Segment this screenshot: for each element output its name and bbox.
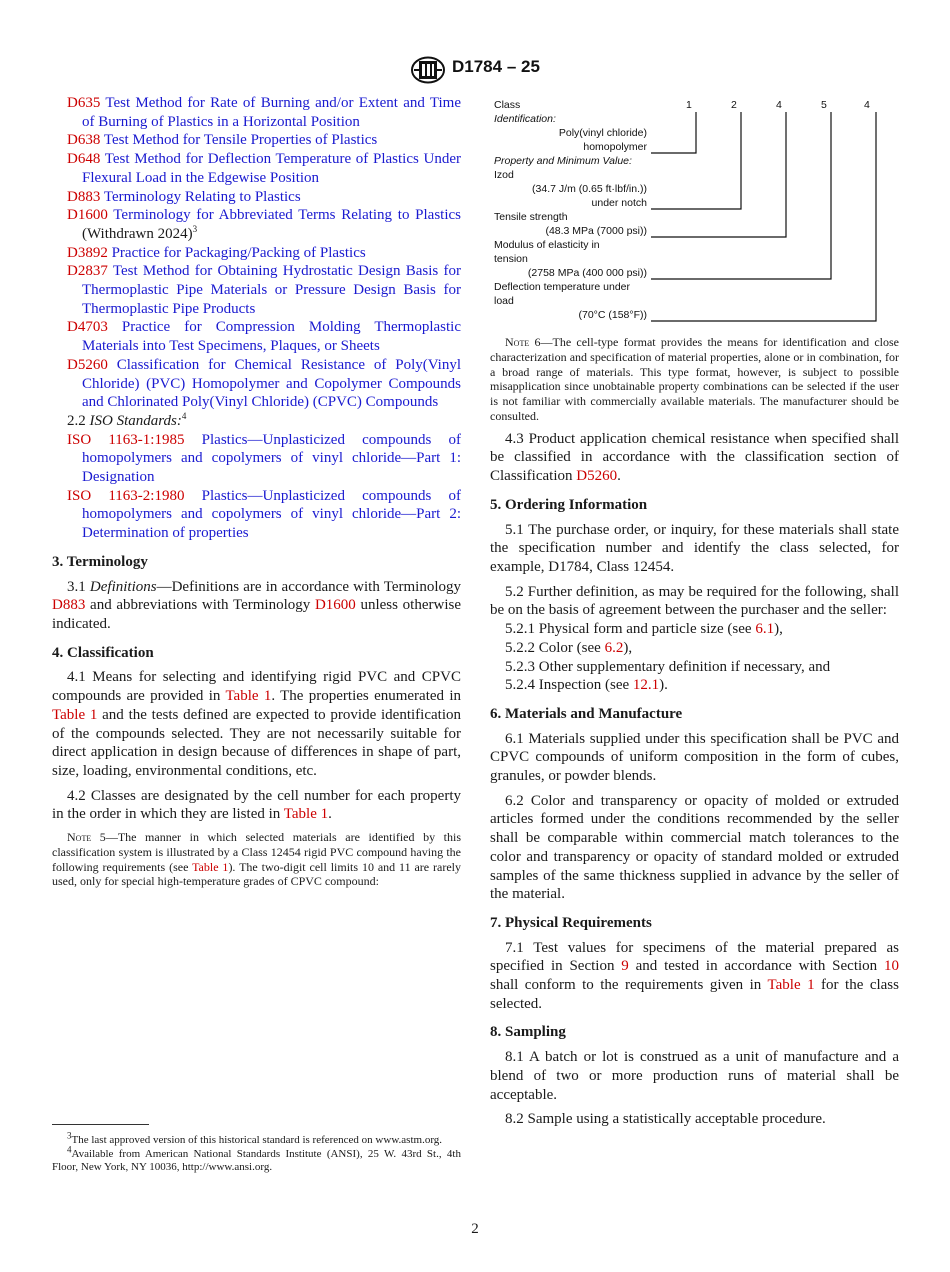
paragraph-8-2: 8.2 Sample using a statistically acceptable procedure. — [505, 1111, 826, 1128]
footnotes — [52, 1130, 461, 1175]
izod-label: Izod — [494, 169, 514, 181]
footnote-rule — [52, 1124, 149, 1125]
reference-code-link[interactable]: D638 — [67, 132, 101, 149]
reference-code-link[interactable]: D1600 — [67, 207, 108, 224]
class-digit: 1 — [686, 99, 692, 111]
footnote: $^3$The last approved version of this historical standard is referenced on www.astm.org. — [67, 1130, 443, 1146]
ordering-item: 5.2.4 Inspection (see 12.1). — [505, 677, 668, 694]
reference-item — [52, 487, 461, 543]
section-8-heading: 8. Sampling — [490, 1024, 566, 1041]
page-number: 2 — [471, 1221, 479, 1237]
reference-code-link[interactable]: ISO 1163-2:1980 — [67, 487, 185, 504]
reference-item — [52, 94, 461, 131]
reference-code-link[interactable]: D648 — [67, 151, 101, 168]
reference-item — [52, 262, 461, 318]
tensile-label: Tensile strength — [494, 211, 568, 223]
class-digit: 4 — [864, 99, 870, 111]
paragraph-4-1: 4.1 Means for selecting and identifying rigid PVC and CPVC compounds are provided in Table 1. The properties enumerated in Table 1 and the tests defined are expected to provide identification of the compounds selected. They are not necessarily suitable for direct application in design because of differences in shape of part, size, loading, environmental conditions, etc. — [52, 669, 462, 779]
iso-reference-list — [52, 431, 461, 543]
iso-heading: 2.2 ISO Standards:$^4$ — [67, 410, 187, 429]
reference-title-link[interactable]: Terminology for Abbreviated Terms Relating to Plastics — [113, 207, 461, 224]
page-header — [0, 56, 950, 84]
ordering-item: 5.2.3 Other supplementary definition if necessary, and — [505, 658, 831, 675]
document-id: D1784 – 25 — [452, 57, 540, 76]
link-table-1[interactable]: Table 1 — [283, 806, 329, 823]
reference-list — [52, 94, 461, 412]
paragraph-5-1: 5.1 The purchase order, or inquiry, for these materials shall state the specification number and identify the class selected, for example, D1784, Class 12454. — [490, 521, 899, 575]
ordering-item: 5.2.2 Color (see 6.2), — [505, 639, 633, 656]
link-d1600[interactable]: D1600 — [314, 597, 356, 614]
footnote-marker[interactable]: 3 — [192, 223, 198, 234]
class-label: Class — [494, 99, 521, 111]
reference-title-link[interactable]: Plastics—Unplasticized compounds of homopolymers and copolymers of vinyl chloride—Part 2: Determination of properties — [82, 487, 461, 542]
reference-item — [52, 318, 461, 355]
section-7-heading: 7. Physical Requirements — [490, 914, 652, 931]
section-3-heading: 3. Terminology — [52, 553, 148, 570]
reference-item — [52, 150, 461, 187]
section-link[interactable]: 6.2 — [604, 639, 624, 656]
section-6-heading: 6. Materials and Manufacture — [490, 705, 683, 722]
paragraph-6-2: 6.2 Color and transparency or opacity of molded or extruded articles formed under the conditions recommended by the seller shall be comparable within commercial match tolerances to the color and transparency or opacity of standard molded or extruded samples of the same thickness supplied in advance by the seller of the material. — [490, 792, 899, 903]
reference-title-link[interactable]: Test Method for Deflection Temperature of Plastics Under Flexural Load in the Edgewise Position — [82, 151, 461, 186]
reference-code-link[interactable]: D4703 — [67, 319, 108, 336]
reference-suffix: (Withdrawn 2024) — [82, 225, 193, 242]
reference-code-link[interactable]: D2837 — [67, 263, 108, 280]
paragraph-8-1: 8.1 A batch or lot is construed as a unit of manufacture and a blend of two or more production runs of material shall be acceptable. — [490, 1049, 899, 1103]
link-section-10[interactable]: 10 — [883, 958, 899, 975]
reference-item — [52, 356, 461, 412]
link-section-9[interactable]: 9 — [621, 958, 629, 975]
link-table-1[interactable]: Table 1 — [192, 859, 229, 874]
deflection-label: Deflection temperature under — [494, 281, 630, 293]
deflection-value: (70°C (158°F)) — [578, 309, 647, 321]
paragraph-4-3: 4.3 Product application chemical resistance when specified shall be classified in accordance with the classification section of Classification D5260. — [490, 430, 899, 485]
cell-designation-diagram — [490, 94, 899, 329]
izod-value: under notch — [591, 197, 647, 209]
reference-code-link[interactable]: D635 — [67, 95, 101, 111]
identification-label: Identification: — [494, 113, 556, 125]
deflection-label: load — [494, 295, 514, 307]
reference-item — [52, 206, 461, 243]
reference-title-link[interactable]: Classification for Chemical Resistance of Poly(Vinyl Chloride) (PVC) Homopolymer and Copolymer Compounds and Chlorinated Poly(Vinyl Chloride) (CPVC) Compounds — [82, 356, 462, 411]
reference-title-link[interactable]: Plastics—Unplasticized compounds of homopolymers and copolymers of vinyl chloride—Part 1: Designation — [82, 431, 461, 486]
reference-item — [52, 244, 461, 263]
link-table-1[interactable]: Table 1 — [52, 706, 98, 723]
link-table-1[interactable]: Table 1 — [767, 977, 815, 994]
reference-item — [52, 131, 461, 150]
tensile-value: (48.3 MPa (7000 psi)) — [545, 225, 647, 237]
paragraph-4-2: 4.2 Classes are designated by the cell number for each property in the order in which they are listed in Table 1. — [52, 787, 461, 823]
reference-title-link[interactable]: Practice for Packaging/Packing of Plastics — [111, 244, 366, 261]
note-6: Note 6—The cell-type format provides the means for identification and close characterization and specification of material properties, alone or in combination, for a broad range of materials. This type format, however, is subject to possible misapplication since unobtainable property combinations can be selected if the user is not familiar with commercially available materials. The manufacturer should be consulted. — [490, 335, 900, 423]
link-d5260[interactable]: D5260 — [576, 468, 618, 485]
left-column — [52, 94, 461, 889]
reference-code-link[interactable]: D883 — [67, 188, 101, 205]
ordering-item: 5.2.1 Physical form and particle size (see 6.1), — [505, 621, 783, 638]
section-4-heading: 4. Classification — [52, 644, 154, 661]
link-table-1[interactable]: Table 1 — [225, 688, 272, 705]
note-5: Note 5—The manner in which selected materials are identified by this classification system is illustrated by a Class 12454 rigid PVC compound having the following requirements (see Table 1). The two-digit cell limits 10 and 11 are rarely used, only for special high-temperature grades of CPVC compound: — [52, 830, 461, 889]
reference-title-link[interactable]: Test Method for Obtaining Hydrostatic Design Basis for Thermoplastic Pipe Materials or Pressure Design Basis for Thermoplastic Pipe Products — [82, 263, 461, 317]
paragraph-3-1: 3.1 Definitions—Definitions are in accordance with Terminology D883 and abbreviations with Terminology D1600 unless otherwise indicated. — [52, 578, 461, 632]
paragraph-5-2: 5.2 Further definition, as may be required for the following, shall be on the basis of agreement between the purchaser and the seller: — [490, 583, 899, 619]
reference-item — [52, 431, 461, 487]
ordering-items — [490, 620, 899, 695]
reference-title-link[interactable]: Terminology Relating to Plastics — [103, 188, 301, 205]
modulus-label: tension — [494, 253, 528, 265]
pvc-label: Poly(vinyl chloride) — [558, 127, 647, 139]
paragraph-6-1: 6.1 Materials supplied under this specification shall be PVC and CPVC compounds of uniform composition in the form of cubes, granules, or powder blends. — [490, 730, 899, 785]
footnote: $^4$Available from American National Standards Institute (ANSI), 25 W. 43rd St., 4th Floor, New York, NY 10036, http://www.ansi.org. — [52, 1143, 461, 1174]
reference-code-link[interactable]: D3892 — [67, 244, 108, 261]
class-digit: 4 — [776, 99, 782, 111]
reference-item — [52, 188, 461, 207]
property-label: Property and Minimum Value: — [494, 155, 632, 167]
class-digit: 5 — [821, 99, 827, 111]
link-d883[interactable]: D883 — [52, 597, 86, 614]
izod-value: (34.7 J/m (0.65 ft·lbf/in.)) — [532, 183, 647, 195]
reference-title-link[interactable]: Practice for Compression Molding Thermoplastic Materials into Test Specimens, Plaques, or Sheets — [82, 319, 461, 355]
pvc-label: homopolymer — [583, 141, 647, 153]
section-link[interactable]: 6.1 — [755, 621, 775, 638]
class-digit: 2 — [731, 99, 737, 111]
reference-title-link[interactable]: Test Method for Rate of Burning and/or Extent and Time of Burning of Plastics in a Horizontal Position — [82, 95, 461, 130]
right-column — [490, 94, 899, 1129]
paragraph-7-1: 7.1 Test values for specimens of the material prepared as specified in Section 9 and tested in accordance with Section 10 shall conform to the requirements given in Table 1 for the class selected. — [490, 939, 899, 1012]
reference-code-link[interactable]: ISO 1163-1:1985 — [67, 431, 185, 448]
section-5-heading: 5. Ordering Information — [490, 496, 648, 513]
diagram-lines — [490, 94, 899, 329]
reference-code-link[interactable]: D5260 — [67, 356, 108, 373]
modulus-label: Modulus of elasticity in — [494, 239, 600, 251]
astm-logo-icon — [410, 56, 446, 84]
section-link[interactable]: 12.1 — [632, 677, 660, 694]
modulus-value: (2758 MPa (400 000 psi)) — [527, 267, 647, 279]
reference-title-link[interactable]: Test Method for Tensile Properties of Plastics — [103, 132, 378, 149]
